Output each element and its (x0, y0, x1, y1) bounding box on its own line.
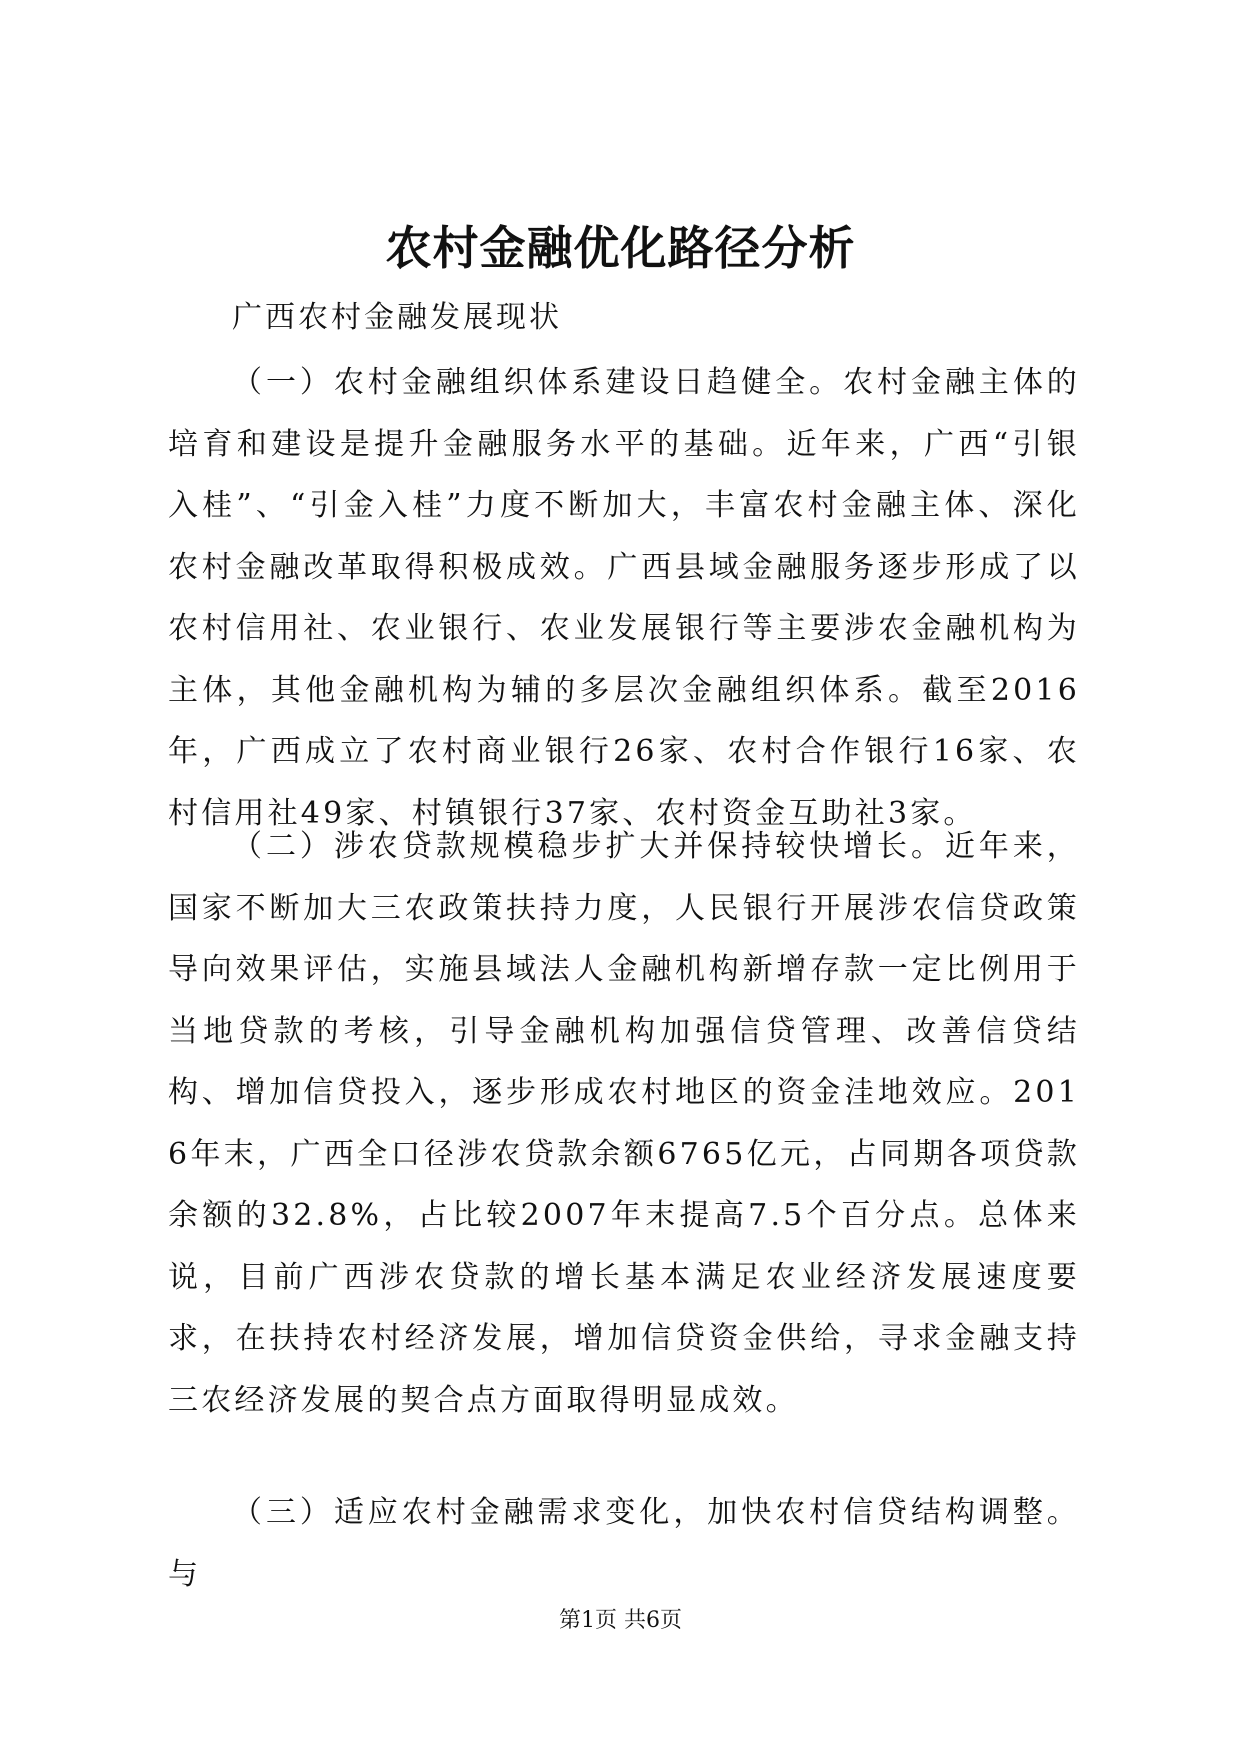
paragraph-3: （三）适应农村金融需求变化，加快农村信贷结构调整。与 (168, 1495, 1080, 1592)
page-footer: 第1页 共6页 (559, 1608, 682, 1633)
section-heading: 广西农村金融发展现状 (232, 300, 562, 335)
document-title: 农村金融优化路径分析 (385, 221, 856, 275)
paragraph-1: （一）农村金融组织体系建设日趋健全。农村金融主体的培育和建设是提升金融服务水平的基础。近年来，广西“引银入桂”、“引金入桂”力度不断加大，丰富农村金融主体、深化农村金融改革取得积极成效。广西县域金融服务逐步形成了以农村信用社、农业银行、农业发展银行等主要涉农金融机构为主体，其他金融机构为辅的多层次金融组织体系。截至2016年，广西成立了农村商业银行26家、农村合作银行16家、农村信用社49家、村镇银行37家、农村资金互助社3家。 (168, 365, 1080, 831)
paragraph-2: （二）涉农贷款规模稳步扩大并保持较快增长。近年来，国家不断加大三农政策扶持力度，人民银行开展涉农信贷政策导向效果评估，实施县域法人金融机构新增存款一定比例用于当地贷款的考核，引导金融机构加强信贷管理、改善信贷结构、增加信贷投入，逐步形成农村地区的资金洼地效应。2016年末，广西全口径涉农贷款余额6765亿元，占同期各项贷款余额的32.8%，占比较2007年末提高7.5个百分点。总体来说，目前广西涉农贷款的增长基本满足农业经济发展速度要求，在扶持农村经济发展，增加信贷资金供给，寻求金融支持三农经济发展的契合点方面取得明显成效。 (168, 829, 1080, 1418)
